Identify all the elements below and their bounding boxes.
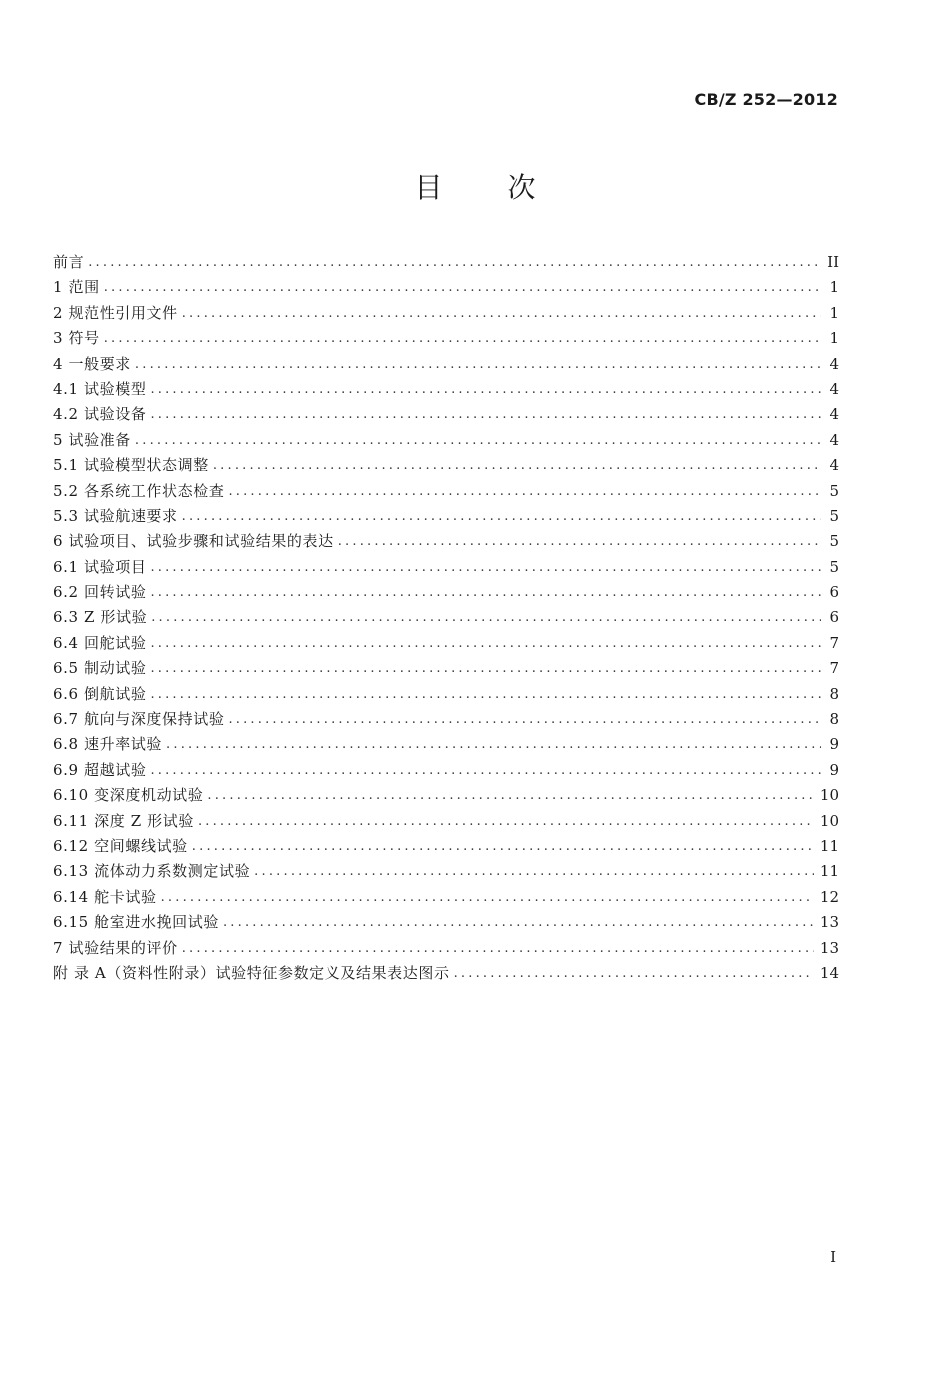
toc-entry-page: 1 <box>829 303 839 322</box>
toc-entry-page: 10 <box>819 786 839 805</box>
toc-dot-leader <box>166 732 821 757</box>
toc-entry-page: 8 <box>829 710 839 729</box>
toc-dot-leader <box>228 707 821 732</box>
toc-entry[interactable] <box>53 555 839 580</box>
toc-dot-leader <box>135 352 821 377</box>
toc-entry-page: 8 <box>829 684 839 703</box>
toc-entry-label: 6.13 流体动力系数测定试验 <box>53 862 251 881</box>
toc-entry[interactable] <box>53 732 839 757</box>
toc-dot-leader <box>192 834 814 859</box>
toc-entry-label: 6.7 航向与深度保持试验 <box>53 710 225 729</box>
toc-entry-page: 4 <box>829 430 839 449</box>
toc-entry[interactable] <box>53 580 839 605</box>
toc-entry-page: 4 <box>829 379 839 398</box>
toc-entry-page: 7 <box>829 633 839 652</box>
toc-entry-label: 4.1 试验模型 <box>53 379 147 398</box>
toc-entry-label: 5.1 试验模型状态调整 <box>53 456 209 475</box>
toc-entry[interactable] <box>53 707 839 732</box>
toc-dot-leader <box>454 961 814 986</box>
toc-entry-page: 4 <box>829 456 839 475</box>
toc-entry[interactable] <box>53 656 839 681</box>
toc-entry[interactable] <box>53 301 839 326</box>
toc-entry-label: 6.1 试验项目 <box>53 557 147 576</box>
toc-entry-page: 6 <box>829 583 839 602</box>
toc-entry-label: 6.8 速升率试验 <box>53 735 163 754</box>
toc-entry[interactable] <box>53 453 839 478</box>
toc-entry-page: 11 <box>819 836 839 855</box>
toc-entry-label: 6.15 舱室进水挽回试验 <box>53 913 219 932</box>
toc-entry[interactable] <box>53 275 839 300</box>
toc-dot-leader <box>198 809 814 834</box>
toc-entry-page: 4 <box>829 405 839 424</box>
toc-entry[interactable] <box>53 783 839 808</box>
toc-dot-leader <box>150 631 821 656</box>
toc-entry-page: 7 <box>829 659 839 678</box>
toc-entry[interactable] <box>53 936 839 961</box>
toc-entry-page: 5 <box>829 481 839 500</box>
toc-dot-leader <box>182 301 821 326</box>
toc-entry-label: 2 规范性引用文件 <box>53 303 178 322</box>
toc-entry-label: 6.12 空间螺线试验 <box>53 836 188 855</box>
table-of-contents <box>53 250 839 986</box>
toc-entry-label: 4.2 试验设备 <box>53 405 147 424</box>
toc-entry-page: 5 <box>829 532 839 551</box>
toc-entry[interactable] <box>53 682 839 707</box>
toc-entry[interactable] <box>53 377 839 402</box>
toc-dot-leader <box>207 783 814 808</box>
toc-entry-label: 6.4 回舵试验 <box>53 633 147 652</box>
toc-entry[interactable] <box>53 428 839 453</box>
toc-dot-leader <box>135 428 821 453</box>
toc-dot-leader <box>150 555 821 580</box>
toc-dot-leader <box>104 326 821 351</box>
toc-entry[interactable] <box>53 961 839 986</box>
toc-dot-leader <box>150 656 821 681</box>
toc-entry[interactable] <box>53 758 839 783</box>
page-number: I <box>830 1248 836 1266</box>
toc-entry[interactable] <box>53 859 839 884</box>
toc-entry-label: 4 一般要求 <box>53 354 131 373</box>
toc-entry-label: 1 范围 <box>53 278 100 297</box>
toc-entry[interactable] <box>53 910 839 935</box>
toc-dot-leader <box>150 402 821 427</box>
toc-entry-label: 6.6 倒航试验 <box>53 684 147 703</box>
toc-entry-page: 12 <box>819 887 839 906</box>
toc-dot-leader <box>223 910 814 935</box>
toc-entry-page: 4 <box>829 354 839 373</box>
toc-entry-label: 6.9 超越试验 <box>53 760 147 779</box>
toc-dot-leader <box>161 885 814 910</box>
toc-dot-leader <box>150 377 821 402</box>
toc-entry-label: 6.3 Z 形试验 <box>53 608 148 627</box>
toc-entry-label: 6.11 深度 Z 形试验 <box>53 811 194 830</box>
toc-dot-leader <box>150 682 821 707</box>
toc-entry[interactable] <box>53 885 839 910</box>
toc-entry-page: 5 <box>829 506 839 525</box>
toc-entry[interactable] <box>53 250 839 275</box>
standard-number: CB/Z 252—2012 <box>694 90 838 109</box>
page-title: 目 次 <box>414 171 564 204</box>
toc-dot-leader <box>88 250 821 275</box>
toc-entry-label: 6.2 回转试验 <box>53 583 147 602</box>
toc-entry-page: 13 <box>819 913 839 932</box>
toc-dot-leader <box>151 605 821 630</box>
toc-entry-page: II <box>827 252 839 271</box>
toc-entry[interactable] <box>53 809 839 834</box>
toc-entry-page: 10 <box>819 811 839 830</box>
toc-dot-leader <box>254 859 814 884</box>
toc-entry-page: 1 <box>829 278 839 297</box>
toc-entry-label: 6.10 变深度机动试验 <box>53 786 204 805</box>
toc-entry[interactable] <box>53 605 839 630</box>
toc-entry-page: 5 <box>829 557 839 576</box>
toc-entry[interactable] <box>53 504 839 529</box>
toc-entry-page: 13 <box>819 938 839 957</box>
toc-dot-leader <box>182 936 814 961</box>
toc-dot-leader <box>182 504 821 529</box>
toc-entry-label: 6 试验项目、试验步骤和试验结果的表达 <box>53 532 334 551</box>
toc-dot-leader <box>338 529 821 554</box>
toc-entry-page: 1 <box>829 329 839 348</box>
toc-entry-page: 11 <box>819 862 839 881</box>
toc-entry[interactable] <box>53 834 839 859</box>
toc-entry[interactable] <box>53 402 839 427</box>
toc-entry-label: 5.3 试验航速要求 <box>53 506 178 525</box>
toc-entry-page: 9 <box>829 735 839 754</box>
toc-entry[interactable] <box>53 529 839 554</box>
toc-dot-leader <box>213 453 821 478</box>
toc-entry[interactable] <box>53 326 839 351</box>
toc-entry-page: 14 <box>819 963 839 982</box>
toc-entry[interactable] <box>53 631 839 656</box>
toc-entry-label: 5.2 各系统工作状态检查 <box>53 481 225 500</box>
toc-entry[interactable] <box>53 479 839 504</box>
toc-entry-label: 5 试验准备 <box>53 430 131 449</box>
toc-dot-leader <box>150 580 821 605</box>
toc-entry-label: 前言 <box>53 252 85 271</box>
toc-entry[interactable] <box>53 352 839 377</box>
toc-entry-label: 7 试验结果的评价 <box>53 938 178 957</box>
toc-entry-label: 附 录 A（资料性附录）试验特征参数定义及结果表达图示 <box>53 963 450 982</box>
toc-entry-page: 6 <box>829 608 839 627</box>
toc-dot-leader <box>150 758 821 783</box>
toc-dot-leader <box>104 275 821 300</box>
toc-entry-label: 3 符号 <box>53 329 100 348</box>
toc-dot-leader <box>228 479 821 504</box>
toc-entry-label: 6.5 制动试验 <box>53 659 147 678</box>
toc-entry-page: 9 <box>829 760 839 779</box>
toc-entry-label: 6.14 舵卡试验 <box>53 887 157 906</box>
